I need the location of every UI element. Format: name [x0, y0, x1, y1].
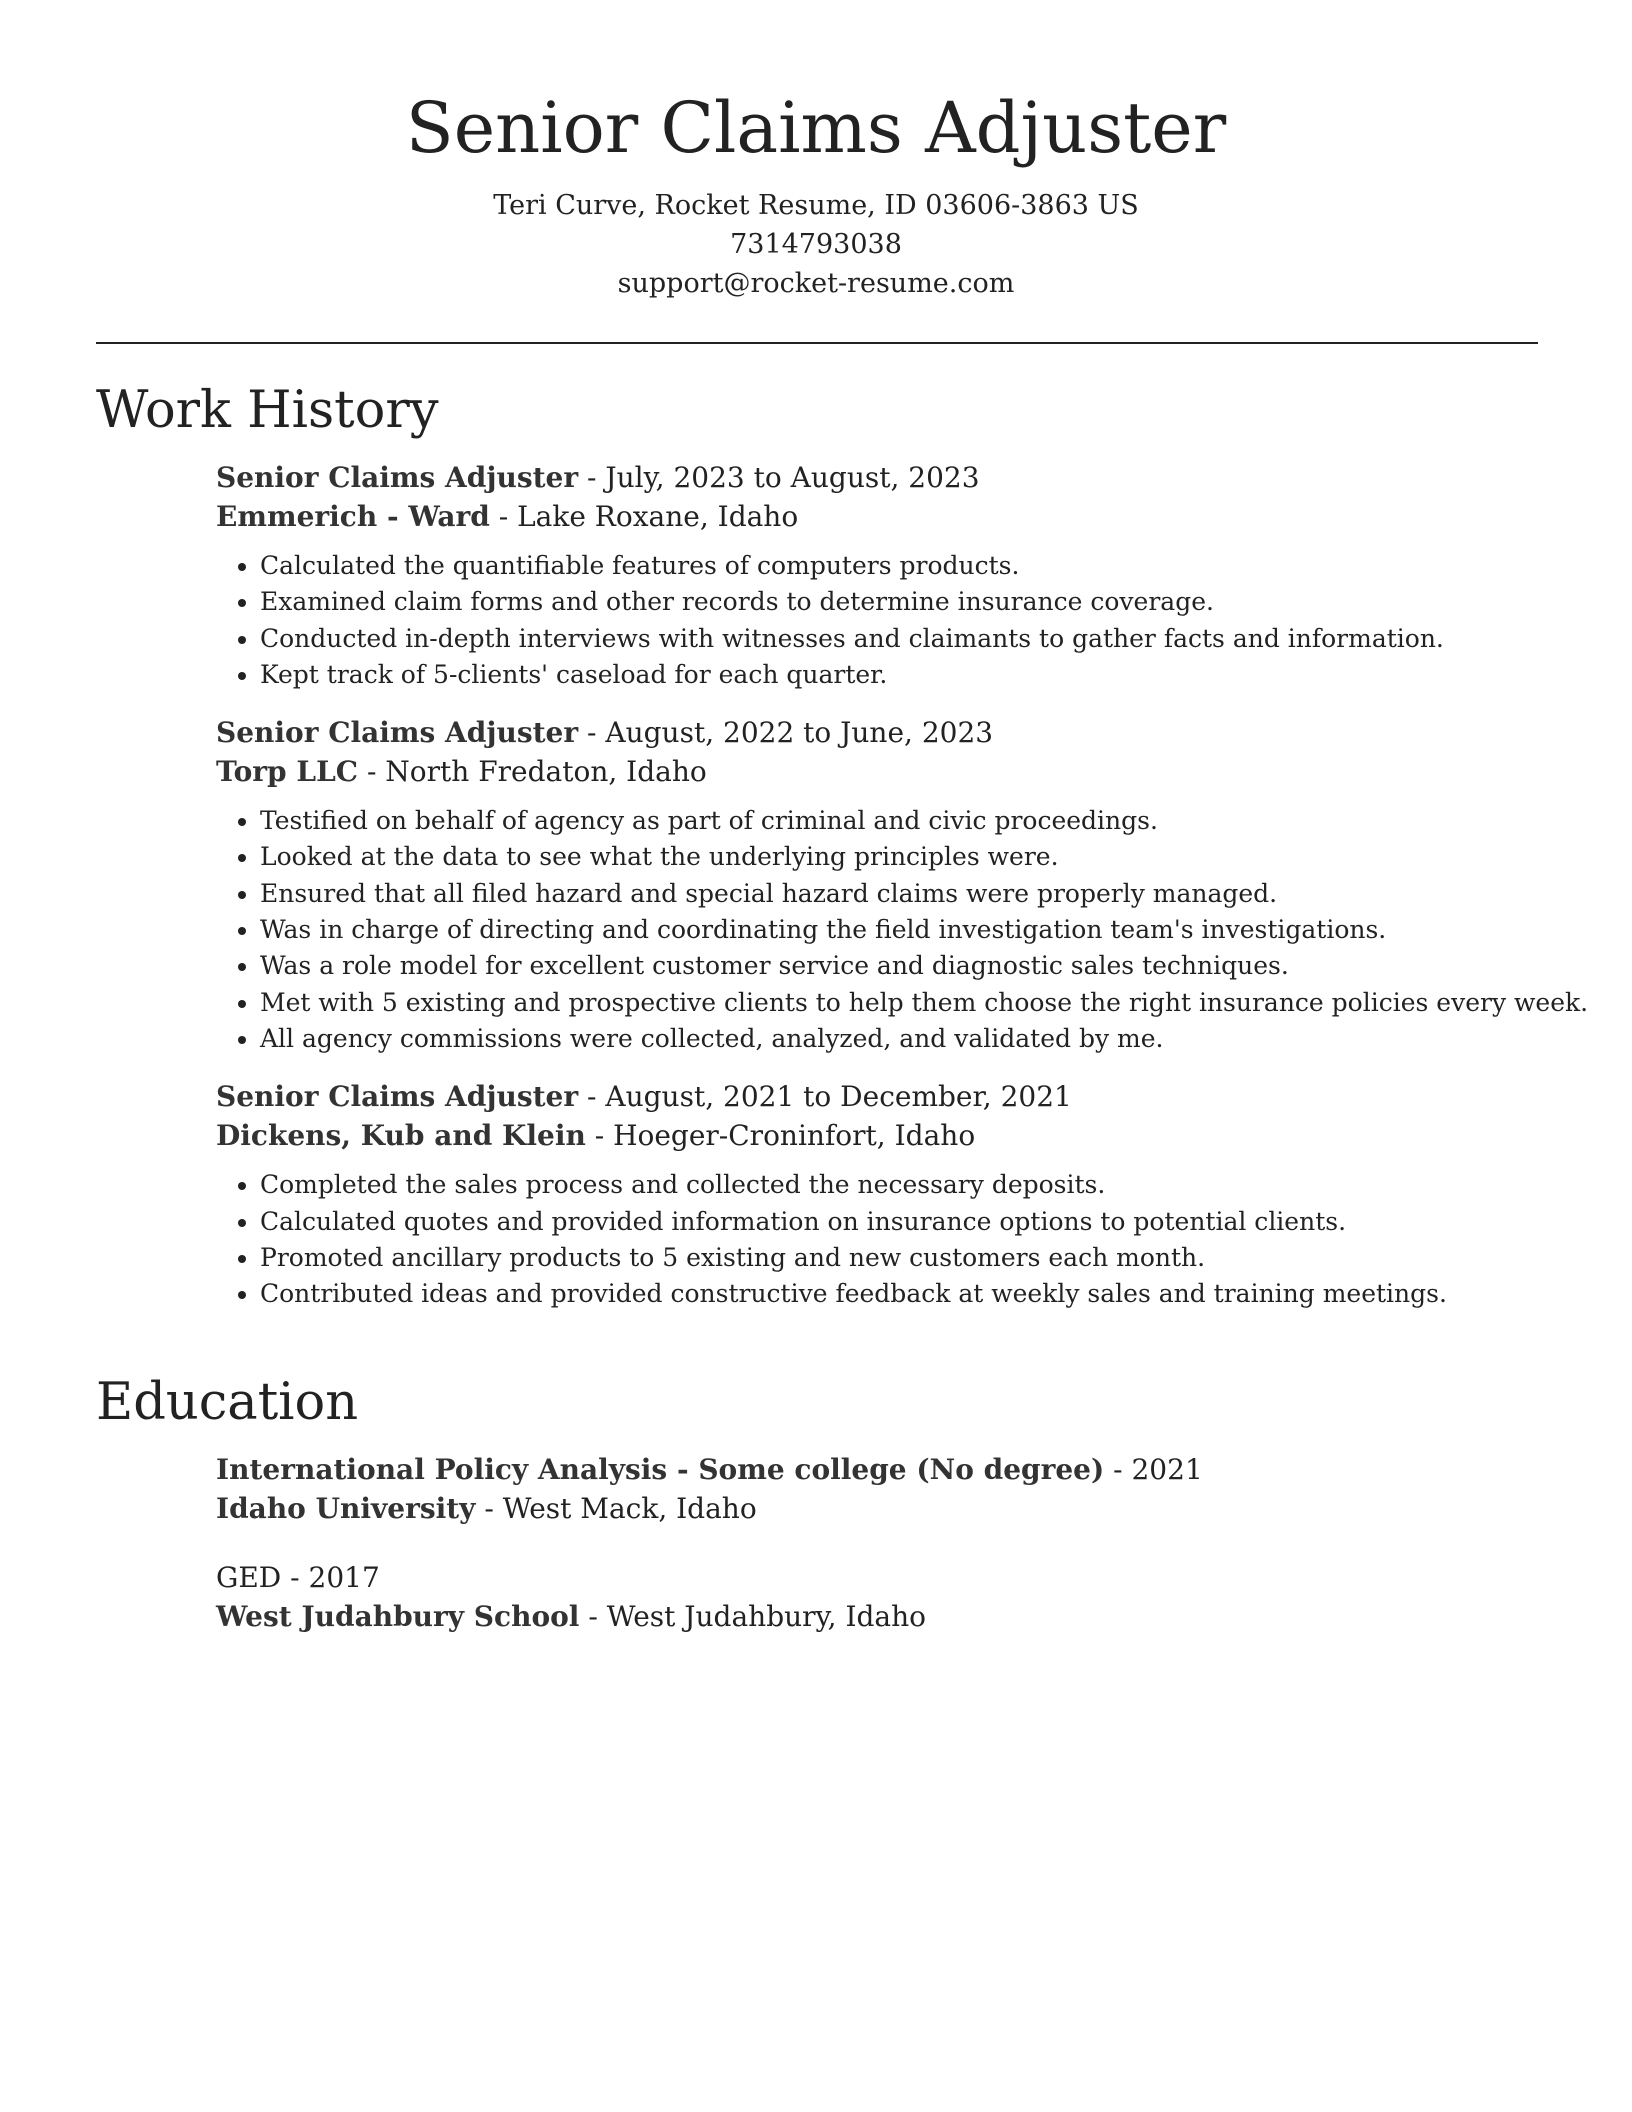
work-history-heading: Work History [96, 381, 439, 440]
job-company: Emmerich - Ward [216, 500, 490, 533]
job-bullets [216, 1167, 1546, 1312]
resume-header [0, 84, 1632, 303]
job-bullet: • Was in charge of directing and coordinating the field investigation team's investigations. [260, 912, 1546, 948]
education-list [216, 1450, 1546, 1636]
job-company-line [216, 1116, 1546, 1155]
education-entry [216, 1558, 1546, 1636]
job-dates: - August, 2022 to June, 2023 [578, 716, 994, 750]
contact-block [0, 186, 1632, 303]
job-bullet: • Was a role model for excellent customer service and diagnostic sales techniques. [260, 948, 1546, 984]
job-entry [216, 1077, 1546, 1312]
job-dates: - August, 2021 to December, 2021 [578, 1080, 1072, 1114]
job-company-line [216, 752, 1546, 791]
job-title-line [216, 713, 1546, 752]
work-history-list [216, 458, 1589, 1312]
job-dates: - July, 2023 to August, 2023 [578, 461, 980, 494]
job-bullets [216, 803, 1589, 1057]
job-bullet: • Contributed ideas and provided constructive feedback at weekly sales and training meetings. [260, 1276, 1546, 1312]
job-title-line [216, 458, 1546, 497]
education-degree: International Policy Analysis - Some college (No degree) [216, 1453, 1105, 1486]
education-year: GED - 2017 [216, 1561, 380, 1594]
education-school-line [216, 1489, 1546, 1528]
education-heading: Education [96, 1373, 359, 1432]
education-location: - West Mack, Idaho [475, 1492, 757, 1525]
job-bullet: • Testified on behalf of agency as part of criminal and civic proceedings. [260, 803, 1546, 839]
job-entry [216, 713, 1589, 1057]
job-bullet: • Calculated the quantifiable features of computers products. [260, 548, 1546, 584]
job-bullet: • Kept track of 5-clients' caseload for each quarter. [260, 657, 1546, 693]
job-company-line [216, 497, 1546, 536]
header-divider [96, 342, 1538, 344]
job-bullet: • Ensured that all filed hazard and special hazard claims were properly managed. [260, 876, 1546, 912]
job-company: Torp LLC [216, 755, 359, 789]
education-location: - West Judahbury, Idaho [579, 1600, 927, 1633]
job-bullet: • Conducted in-depth interviews with witnesses and claimants to gather facts and information. [260, 621, 1546, 657]
job-bullet: • Looked at the data to see what the underlying principles were. [260, 839, 1546, 875]
job-location: - Lake Roxane, Idaho [489, 500, 799, 533]
job-title-line [216, 1077, 1546, 1116]
job-title: Senior Claims Adjuster [216, 1080, 579, 1114]
job-title: Senior Claims Adjuster [216, 461, 579, 494]
job-bullets [216, 548, 1546, 693]
job-bullet: • All agency commissions were collected, analyzed, and validated by me. [260, 1021, 1546, 1057]
job-bullet: • Examined claim forms and other records to determine insurance coverage. [260, 584, 1546, 620]
job-bullet: • Calculated quotes and provided information on insurance options to potential clients. [260, 1204, 1546, 1240]
job-bullet: • Completed the sales process and collected the necessary deposits. [260, 1167, 1546, 1203]
job-bullet: • Met with 5 existing and prospective clients to help them choose the right insurance policies every week. [260, 985, 1546, 1021]
education-entry [216, 1450, 1546, 1528]
resume-title: Senior Claims Adjuster [405, 87, 1227, 169]
contact-phone: 7314793038 [730, 229, 902, 260]
education-school-line [216, 1597, 1546, 1636]
education-year: - 2021 [1104, 1453, 1203, 1486]
job-entry [216, 458, 1546, 693]
job-bullet: • Promoted ancillary products to 5 existing and new customers each month. [260, 1240, 1546, 1276]
job-location: - Hoeger-Croninfort, Idaho [585, 1119, 976, 1153]
contact-address: Teri Curve, Rocket Resume, ID 03606-3863 US [493, 190, 1139, 221]
education-degree-line [216, 1450, 1546, 1489]
education-school: West Judahbury School [216, 1600, 580, 1633]
contact-email: support@rocket-resume.com [617, 268, 1015, 299]
education-school: Idaho University [216, 1492, 476, 1525]
job-title: Senior Claims Adjuster [216, 716, 579, 750]
job-company: Dickens, Kub and Klein [216, 1119, 586, 1153]
job-location: - North Fredaton, Idaho [358, 755, 707, 789]
education-degree-line [216, 1558, 1546, 1597]
